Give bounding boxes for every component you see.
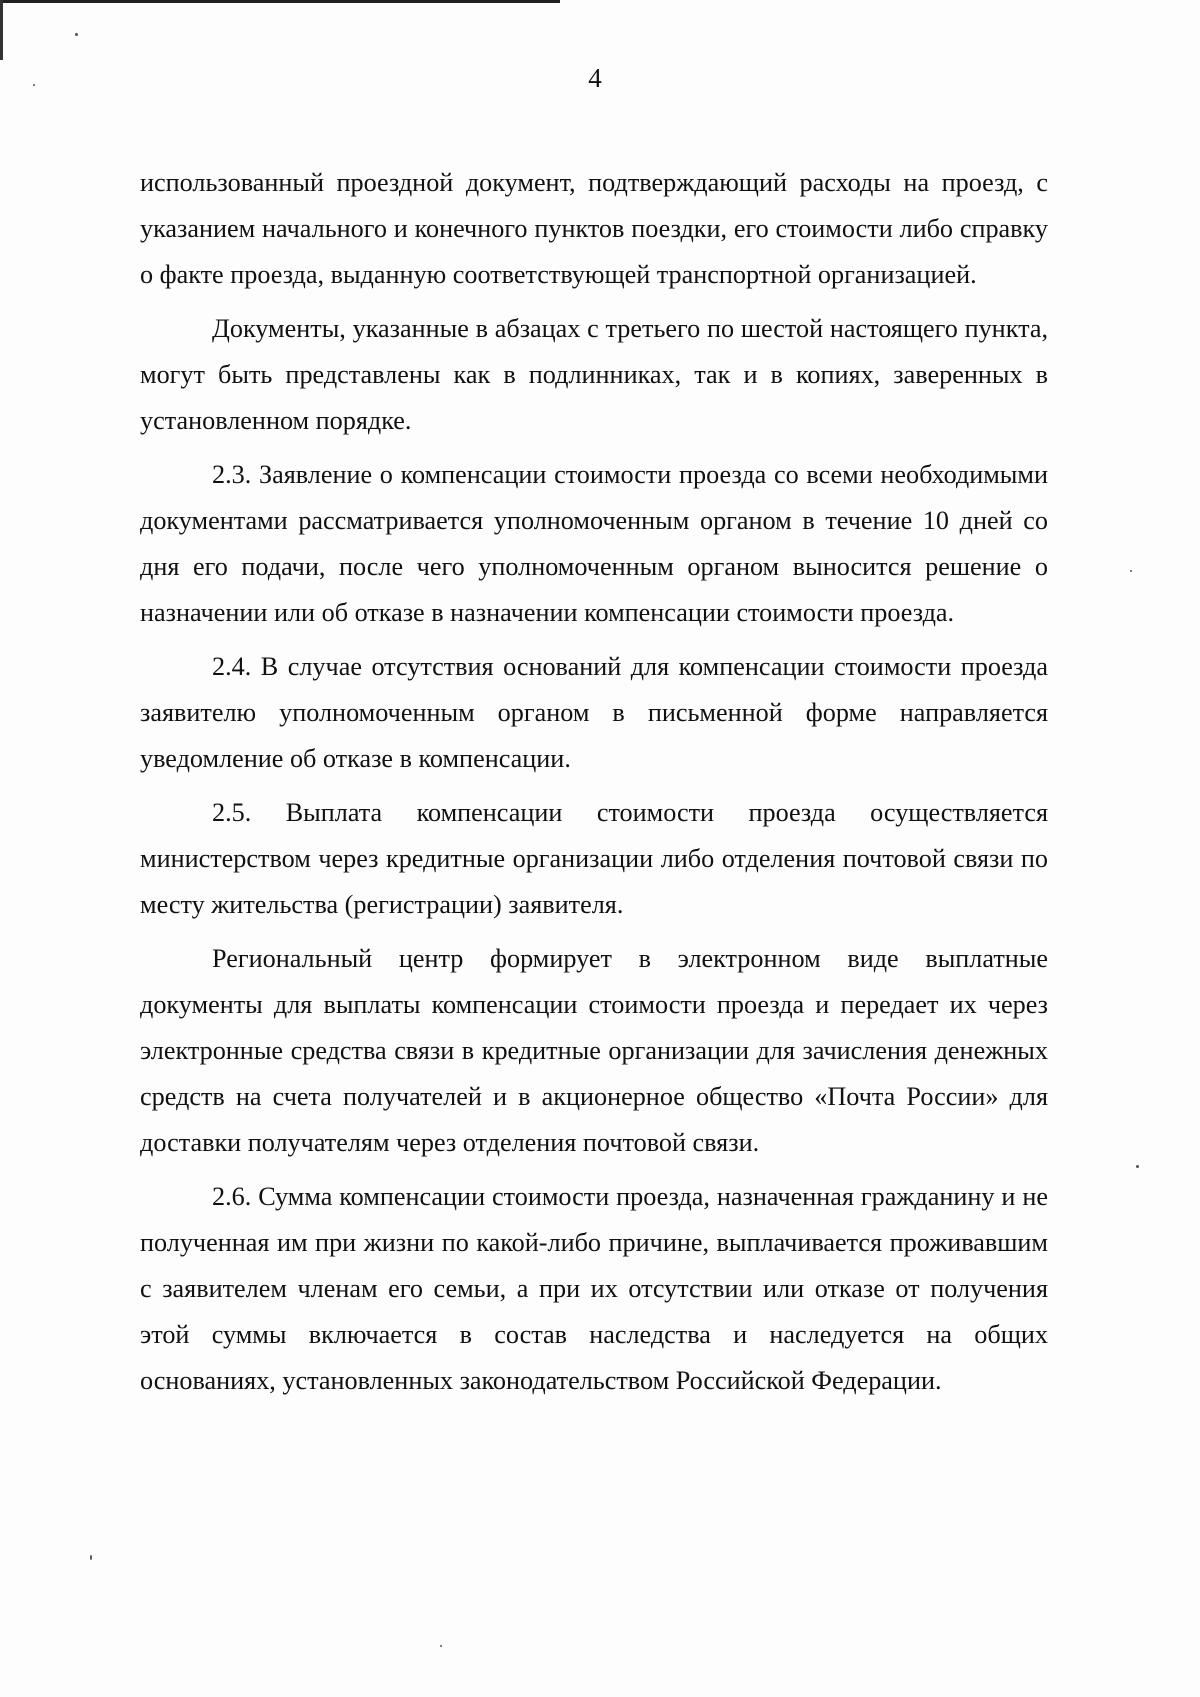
scan-speck <box>1130 570 1132 572</box>
scan-speck <box>75 33 78 36</box>
document-body <box>140 160 1048 1404</box>
paragraph-2-6: 2.6. Сумма компенсации стоимости проезда, назначенная гражданину и не полученная им при жизни по какой-либо причине, выплачивается проживавшим с заявителем членам его семьи, а при их отсутствии или отказе от получения этой суммы включается в состав наследства и наследуется на общих основаниях, установленных законодательством Российской Федерации. <box>140 1182 1048 1395</box>
page-number: 4 <box>588 63 602 93</box>
scan-speck <box>90 1555 92 1560</box>
scan-speck <box>1136 1165 1139 1168</box>
paragraph-2-5: 2.5. Выплата компенсации стоимости проезда осуществляется министерством через кредитные организации либо отделения почтовой связи по месту жительства (регистрации) заявителя. <box>140 798 1048 919</box>
scan-speck <box>440 1645 442 1647</box>
scan-speck <box>33 84 35 86</box>
paragraph-regional-center: Региональный центр формирует в электронном виде выплатные документы для выплаты компенсации стоимости проезда и передает их через электронные средства связи в кредитные организации для зачисления денежных средств на счета получателей и в акционерное общество «Почта России» для доставки получателям через отделения почтовой связи. <box>140 944 1048 1157</box>
scan-left-edge-mark <box>0 0 3 60</box>
paragraph-continuation: использованный проездной документ, подтверждающий расходы на проезд, с указанием начального и конечного пунктов поездки, его стоимости либо справку о факте проезда, выданную соответствующей транспортной организацией. <box>140 168 1048 289</box>
scan-top-edge-line <box>0 0 560 3</box>
paragraph-documents-note: Документы, указанные в абзацах с третьего по шестой настоящего пункта, могут быть представлены как в подлинниках, так и в копиях, заверенных в установленном порядке. <box>140 314 1048 435</box>
paragraph-2-4: 2.4. В случае отсутствия оснований для компенсации стоимости проезда заявителю уполномоченным органом в письменной форме направляется уведомление об отказе в компенсации. <box>140 652 1048 773</box>
paragraph-2-3: 2.3. Заявление о компенсации стоимости проезда со всеми необходимыми документами рассматривается уполномоченным органом в течение 10 дней со дня его подачи, после чего уполномоченным органом выносится решение о назначении или об отказе в назначении компенсации стоимости проезда. <box>140 460 1048 627</box>
